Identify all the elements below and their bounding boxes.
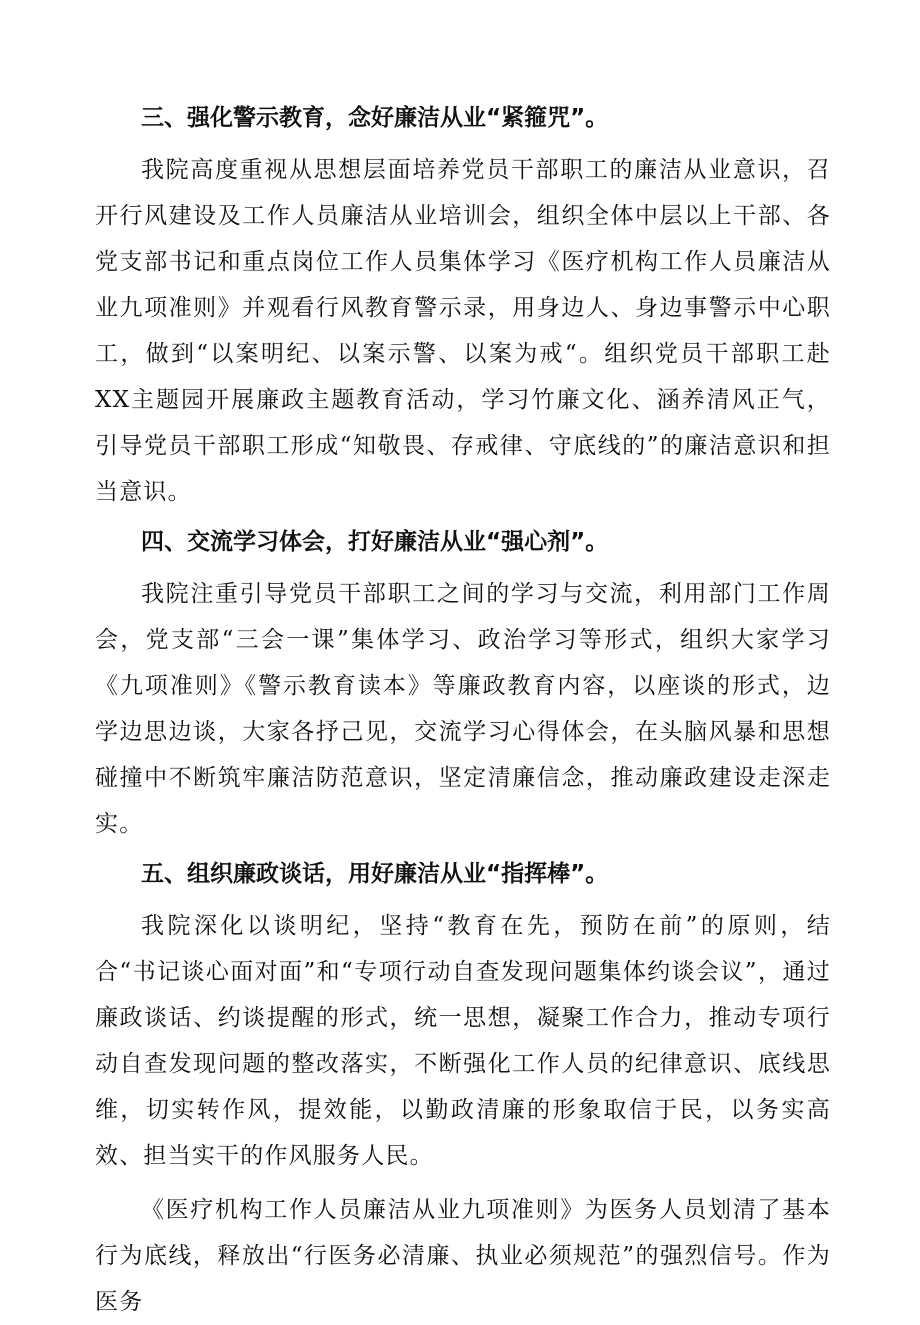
section-body-3: 我院高度重视从思想层面培养党员干部职工的廉洁从业意识，召开行风建设及工作人员廉洁从业培训会，组织全体中层以上干部、各党支部书记和重点岗位工作人员集体学习《医疗机构工作人员廉洁从业九项准则》并观看行风教育警示录，用身边人、身边事警示中心职工，做到“以案明纪、以案示警、以案为戒“。组织党员干部职工赴XX主题园开展廉政主题教育活动，学习竹廉文化、涵养清风正气，引导党员干部职工形成“知敬畏、存戒律、守底线的”的廉洁意识和担当意识。: [95, 157, 831, 505]
section-heading-5: 五、组织廉政谈话，用好廉洁从业“指挥棒”。: [141, 861, 609, 887]
section-heading-3: 三、强化警示教育，念好廉洁从业“紧箍咒”。: [141, 105, 609, 131]
closing-paragraph: 《医疗机构工作人员廉洁从业九项准则》为医务人员划清了基本行为底线，释放出“行医务必清廉、执业必须规范”的强烈信号。作为医务: [95, 1197, 831, 1315]
section-body-4: 我院注重引导党员干部职工之间的学习与交流，利用部门工作周会，党支部“三会一课”集体学习、政治学习等形式，组织大家学习《九项准则》《警示教育读本》等廉政教育内容，以座谈的形式，边学边思边谈，大家各抒己见，交流学习心得体会，在头脑风暴和思想碰撞中不断筑牢廉洁防范意识，坚定清廉信念，推动廉政建设走深走实。: [95, 581, 831, 837]
section-body-5: 我院深化以谈明纪，坚持“教育在先，预防在前”的原则，结合“书记谈心面对面”和“专项行动自查发现问题集体约谈会议”，通过廉政谈话、约谈提醒的形式，统一思想，凝聚工作合力，推动专项行动自查发现问题的整改落实，不断强化工作人员的纪律意识、底线思维，切实转作风，提效能，以勤政清廉的形象取信于民，以务实高效、担当实干的作风服务人民。: [95, 913, 831, 1169]
document-page: [95, 95, 831, 1325]
section-heading-4: 四、交流学习体会，打好廉洁从业“强心剂”。: [141, 529, 609, 555]
